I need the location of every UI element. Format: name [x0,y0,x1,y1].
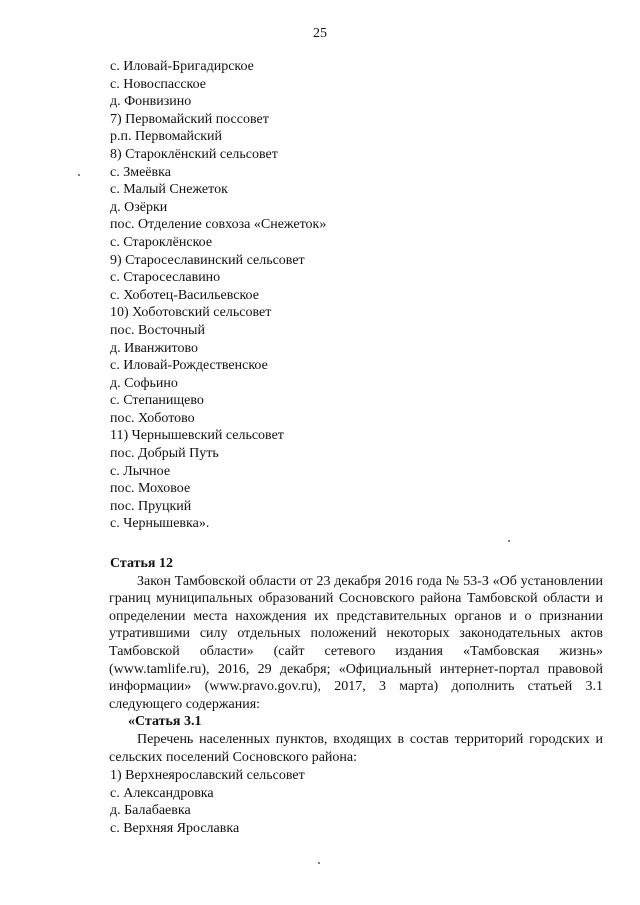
list-item: 8) Староклёнский сельсовет [110,146,278,162]
list-item: пос. Моховое [110,481,191,497]
list-item: пос. Добрый Путь [110,446,219,462]
article-heading: Статья 12 [110,556,173,571]
list-item: 1) Верхнеярославский сельсовет [110,768,305,783]
list-item: 9) Старосеславинский сельсовет [110,252,305,268]
settlement-list-bottom [110,767,305,837]
list-item: р.п. Первомайский [110,129,223,145]
list-item: пос. Пруцкий [110,498,192,514]
list-item: с. Иловай-Рождественское [110,358,268,374]
list-item: с. Чернышевка». [110,516,210,532]
sub-article-text: Перечень населенных пунктов, входящих в состав территорий городских и сельских поселений Сосновского района: [109,732,603,765]
scan-speck [78,174,80,176]
list-item: д. Балабаевка [110,803,191,819]
page-number: 25 [313,26,327,41]
article-text: Закон Тамбовской области от 23 декабря 2016 года № 53-З «Об установлении границ муниципальных образований Сосновского района Тамбовской области и определении места нахождения их представительных органов и о признании утратившими силу отдельных положений некоторых законодательных актов Тамбовской области» (сайт сетевого издания «Тамбовская жизнь» (www.tamlife.ru), 2016, 29 декабря; «Официальный интернет-портал правовой информации» (www.pravo.gov.ru), 2017, 3 марта) дополнить статьей 3.1 следующего содержания: [109,573,603,712]
list-item: с. Старосеславино [110,270,221,286]
list-item: 10) Хоботовский сельсовет [110,305,272,321]
list-item: 7) Первомайский поссовет [110,111,269,127]
list-item: с. Хоботец-Васильевское [110,287,259,303]
list-item: д. Фонвизино [110,94,192,110]
list-item: с. Александровка [110,785,214,801]
list-item: с. Змеёвка [110,164,171,180]
list-item: пос. Восточный [110,322,205,338]
sub-article-heading: «Статья 3.1 [128,714,202,729]
list-item: д. Иванжитово [110,340,198,356]
list-item: с. Лычное [110,463,171,479]
list-item: 11) Чернышевский сельсовет [110,428,284,444]
list-item: пос. Хоботово [110,410,195,426]
list-item: с. Новоспасское [110,76,207,92]
list-item: с. Малый Снежеток [110,182,228,198]
list-item: д. Софьино [110,375,178,391]
scan-speck [508,540,510,542]
settlement-list-top [110,58,326,533]
list-item: с. Староклёнское [110,234,213,250]
list-item: пос. Отделение совхоза «Снежеток» [110,217,327,233]
scan-speck [318,862,320,864]
list-item: с. Степанищево [110,393,204,409]
list-item: д. Озёрки [110,199,168,215]
list-item: с. Верхняя Ярославка [110,820,240,836]
list-item: с. Иловай-Бригадирское [110,59,254,74]
